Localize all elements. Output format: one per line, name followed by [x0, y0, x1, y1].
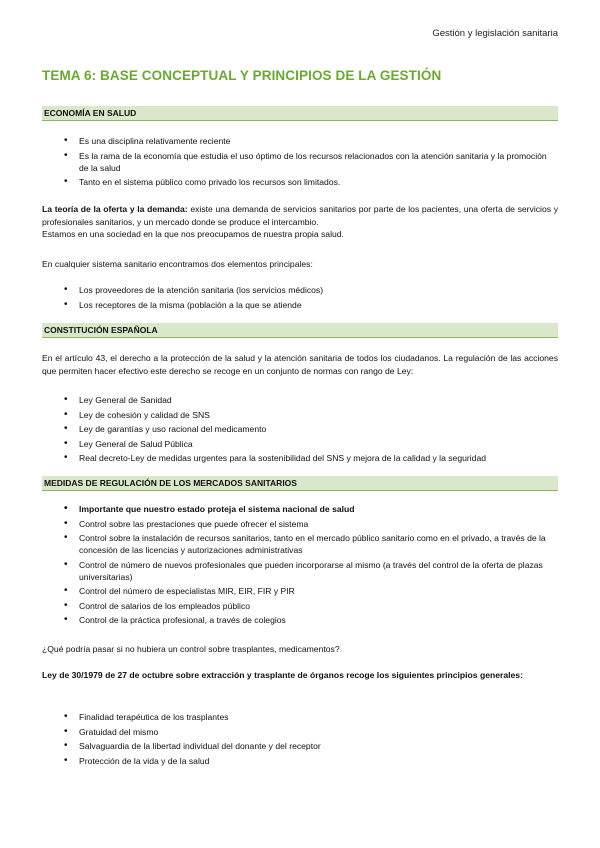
list-item: • Es una disciplina relativamente reciente	[42, 135, 558, 147]
section-heading-constitucion	[42, 323, 558, 338]
oferta-demanda-line2: Estamos en una sociedad en la que nos preocupamos de nuestra propia salud.	[42, 229, 344, 239]
list-item: • Control sobre las prestaciones que puede ofrecer el sistema	[42, 518, 558, 530]
section-heading-economia	[42, 106, 558, 121]
list-item: • Real decreto-Ley de medidas urgentes para la sostenibilidad del SNS y mejora de la calidad y la seguridad	[42, 452, 558, 464]
section-heading-label: ECONOMÍA EN SALUD	[44, 108, 137, 118]
list-item: • Los proveedores de la atención sanitaria (los servicios médicos)	[42, 284, 558, 296]
economia-list	[42, 135, 558, 191]
question-paragraph: ¿Qué podría pasar si no hubiera un control sobre trasplantes, medicamentos?	[42, 644, 340, 654]
constitucion-paragraph: En el artículo 43, el derecho a la protección de la salud y la atención sanitaria de todos los ciudadanos. La regulación de las acciones que permiten hacer efectivo este derecho se recoge en un conjunto de normas con rango de Ley:	[42, 353, 558, 376]
list-item: • Control de la práctica profesional, a través de colegios	[42, 614, 558, 626]
section-heading-label: MEDIDAS DE REGULACIÓN DE LOS MERCADOS SANITARIOS	[44, 478, 297, 488]
list-item: • Finalidad terapéutica de los trasplantes	[42, 711, 558, 723]
list-item: • Ley General de Salud Pública	[42, 438, 558, 450]
section-heading-label: CONSTITUCIÓN ESPAÑOLA	[44, 325, 158, 335]
elementos-list	[42, 284, 558, 313]
list-item: • Es la rama de la economía que estudia el uso óptimo de los recursos relacionados con la atención sanitaria y la promoción de la salud	[42, 150, 558, 174]
list-item: • Tanto en el sistema público como privado los recursos son limitados.	[42, 176, 558, 188]
oferta-demanda-lead: La teoría de la oferta y la demanda:	[42, 204, 188, 214]
oferta-demanda-paragraph	[42, 203, 558, 241]
running-header: Gestión y legislación sanitaria	[432, 28, 558, 39]
elementos-intro: En cualquier sistema sanitario encontramos dos elementos principales:	[42, 259, 313, 269]
list-item: • Control de salarios de los empleados público	[42, 600, 558, 612]
list-item: • Los receptores de la misma (población a la que se atiende	[42, 299, 558, 311]
list-item: • Control del número de especialistas MIR, EIR, FIR y PIR	[42, 585, 558, 597]
list-item: • Salvaguardia de la libertad individual del donante y del receptor	[42, 740, 558, 752]
list-item: • Ley General de Sanidad	[42, 394, 558, 406]
list-item: • Importante que nuestro estado proteja el sistema nacional de salud	[42, 503, 558, 515]
list-item: • Protección de la vida y de la salud	[42, 755, 558, 767]
list-item: • Ley de garantías y uso racional del medicamento	[42, 423, 558, 435]
section-heading-medidas	[42, 476, 558, 491]
list-item: • Control sobre la instalación de recursos sanitarios, tanto en el mercado público sanitario como en el privado, a través de la concesión de las licencias y autorizaciones administrativas	[42, 532, 558, 556]
page-title: TEMA 6: BASE CONCEPTUAL Y PRINCIPIOS DE LA GESTIÓN	[42, 68, 442, 83]
oferta-demanda-text: existe una demanda de servicios sanitarios por parte de los pacientes, una oferta de servicios y profesionales sanitarios, y un mercado donde se produce el intercambio.	[42, 204, 558, 227]
list-item: • Ley de cohesión y calidad de SNS	[42, 409, 558, 421]
ley-trasplantes-paragraph: Ley de 30/1979 de 27 de octubre sobre extracción y trasplante de órganos recoge los siguientes principios generales:	[42, 670, 523, 680]
medidas-list	[42, 503, 558, 629]
list-item: • Gratuidad del mismo	[42, 726, 558, 738]
list-item: • Control de número de nuevos profesionales que pueden incorporarse al mismo (a través del control de la oferta de plazas universitarias)	[42, 559, 558, 583]
principios-list	[42, 711, 558, 769]
laws-list	[42, 394, 558, 467]
